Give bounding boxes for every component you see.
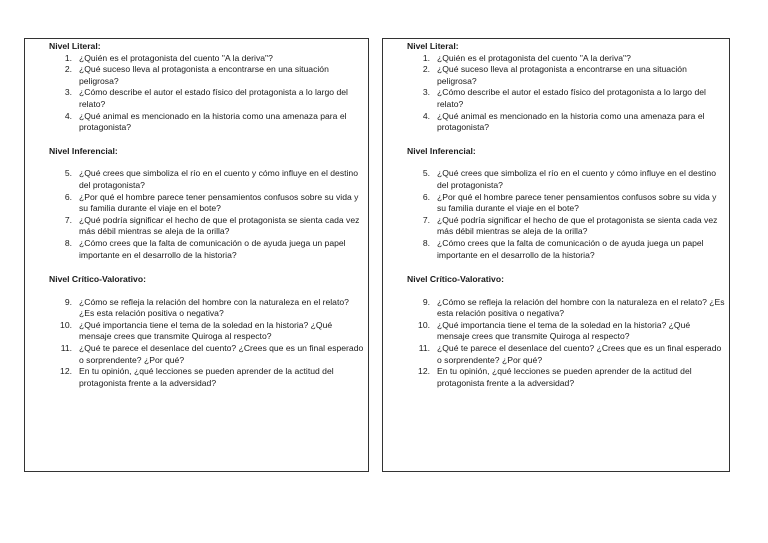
- question-number: 7.: [64, 214, 72, 225]
- question-number: 7.: [422, 214, 430, 225]
- question-number: 10.: [60, 319, 72, 330]
- question-item: [49, 238, 364, 261]
- question-number: 1.: [422, 52, 430, 63]
- question-number: 8.: [422, 237, 430, 248]
- question-text: ¿Qué crees que simboliza el río en el cuento y cómo influye en el destino del protagonista?: [79, 168, 358, 190]
- question-number: 11.: [418, 343, 430, 354]
- question-text: ¿Qué te parece el desenlace del cuento? ¿Crees que es un final esperado o sorprendente? ¿Por qué?: [79, 343, 364, 365]
- question-item: [49, 343, 364, 366]
- question-item: [49, 192, 364, 215]
- question-text: ¿Quién es el protagonista del cuento "A la deriva"?: [437, 52, 631, 63]
- question-text: ¿Qué te parece el desenlace del cuento? ¿Crees que es un final esperado o sorprendente? ¿Por qué?: [437, 343, 722, 365]
- question-item: [407, 87, 725, 110]
- question-text: ¿Cómo crees que la falta de comunicación o de ayuda juega un papel importante en el desarrollo de la historia?: [79, 237, 346, 260]
- question-number: 6.: [422, 191, 430, 202]
- question-text: ¿Qué podría significar el hecho de que el protagonista se sienta cada vez más débil mientras se aleja de la orilla?: [437, 214, 718, 237]
- question-item: [407, 53, 725, 65]
- section-title-inferencial: Nivel Inferencial:: [49, 145, 118, 156]
- question-text: ¿Cómo se refleja la relación del hombre con la naturaleza en el relato? ¿Es esta relación positiva o negativa?: [437, 296, 725, 319]
- question-text: ¿Qué importancia tiene el tema de la soledad en la historia? ¿Qué mensaje crees que transmite Quiroga al respecto?: [437, 319, 691, 342]
- question-text: ¿Qué animal es mencionado en la historia como una amenaza para el protagonista?: [437, 110, 705, 133]
- question-item: [49, 297, 364, 320]
- question-text: ¿Por qué el hombre parece tener pensamientos confusos sobre su vida y su familia durante el viaje en el bote?: [437, 191, 717, 214]
- question-item: [407, 168, 725, 191]
- question-text: ¿Cómo crees que la falta de comunicación o de ayuda juega un papel importante en el desarrollo de la historia?: [437, 237, 704, 260]
- question-item: [49, 366, 364, 389]
- question-item: [407, 320, 725, 343]
- question-number: 12.: [418, 366, 430, 377]
- question-item: [49, 87, 364, 110]
- question-item: [407, 297, 725, 320]
- question-item: [49, 320, 364, 343]
- question-text: ¿Qué suceso lleva al protagonista a encontrarse en una situación peligrosa?: [437, 64, 687, 86]
- question-text: En tu opinión, ¿qué lecciones se pueden aprender de la actitud del protagonista frente a la adversidad?: [437, 366, 692, 388]
- question-number: 11.: [60, 343, 72, 354]
- question-number: 1.: [64, 52, 72, 63]
- question-number: 2.: [422, 64, 430, 75]
- worksheet-panel-left: [24, 38, 369, 472]
- question-item: [407, 64, 725, 87]
- question-number: 6.: [64, 191, 72, 202]
- question-text: ¿Cómo describe el autor el estado físico del protagonista a lo largo del relato?: [79, 87, 348, 109]
- worksheet-panel-right: [382, 38, 730, 472]
- question-item: [49, 168, 364, 191]
- question-item: [49, 111, 364, 134]
- question-text: ¿Cómo describe el autor el estado físico del protagonista a lo largo del relato?: [437, 87, 706, 109]
- question-number: 3.: [64, 87, 72, 98]
- question-number: 4.: [422, 110, 430, 121]
- question-text: ¿Qué animal es mencionado en la historia como una amenaza para el protagonista?: [79, 110, 347, 133]
- question-number: 12.: [60, 366, 72, 377]
- question-text: ¿Qué importancia tiene el tema de la soledad en la historia? ¿Qué mensaje crees que transmite Quiroga al respecto?: [79, 319, 333, 342]
- question-item: [407, 343, 725, 366]
- question-item: [407, 192, 725, 215]
- question-text: ¿Qué crees que simboliza el río en el cuento y cómo influye en el destino del protagonista?: [437, 168, 716, 190]
- question-number: 4.: [64, 110, 72, 121]
- question-text: ¿Por qué el hombre parece tener pensamientos confusos sobre su vida y su familia durante el viaje en el bote?: [79, 191, 359, 214]
- section-title-inferencial: Nivel Inferencial:: [407, 145, 476, 156]
- section-title-literal: Nivel Literal:: [407, 41, 459, 51]
- question-number: 10.: [418, 319, 430, 330]
- question-item: [49, 53, 364, 65]
- question-item: [407, 238, 725, 261]
- question-number: 5.: [422, 168, 430, 179]
- question-number: 2.: [64, 64, 72, 75]
- section-title-critico: Nivel Crítico-Valorativo:: [407, 274, 504, 285]
- question-text: En tu opinión, ¿qué lecciones se pueden aprender de la actitud del protagonista frente a la adversidad?: [79, 366, 334, 388]
- question-text: ¿Quién es el protagonista del cuento "A la deriva"?: [79, 52, 273, 63]
- question-number: 3.: [422, 87, 430, 98]
- question-text: ¿Qué podría significar el hecho de que el protagonista se sienta cada vez más débil mientras se aleja de la orilla?: [79, 214, 360, 237]
- question-number: 8.: [64, 237, 72, 248]
- question-number: 9.: [64, 296, 72, 307]
- question-item: [407, 215, 725, 238]
- question-number: 5.: [64, 168, 72, 179]
- section-title-literal: Nivel Literal:: [49, 41, 101, 51]
- section-title-critico: Nivel Crítico-Valorativo:: [49, 274, 146, 285]
- question-item: [49, 215, 364, 238]
- question-number: 9.: [422, 296, 430, 307]
- question-item: [407, 366, 725, 389]
- question-item: [407, 111, 725, 134]
- question-text: ¿Cómo se refleja la relación del hombre con la naturaleza en el relato? ¿Es esta relación positiva o negativa?: [79, 296, 349, 319]
- question-text: ¿Qué suceso lleva al protagonista a encontrarse en una situación peligrosa?: [79, 64, 329, 86]
- question-item: [49, 64, 364, 87]
